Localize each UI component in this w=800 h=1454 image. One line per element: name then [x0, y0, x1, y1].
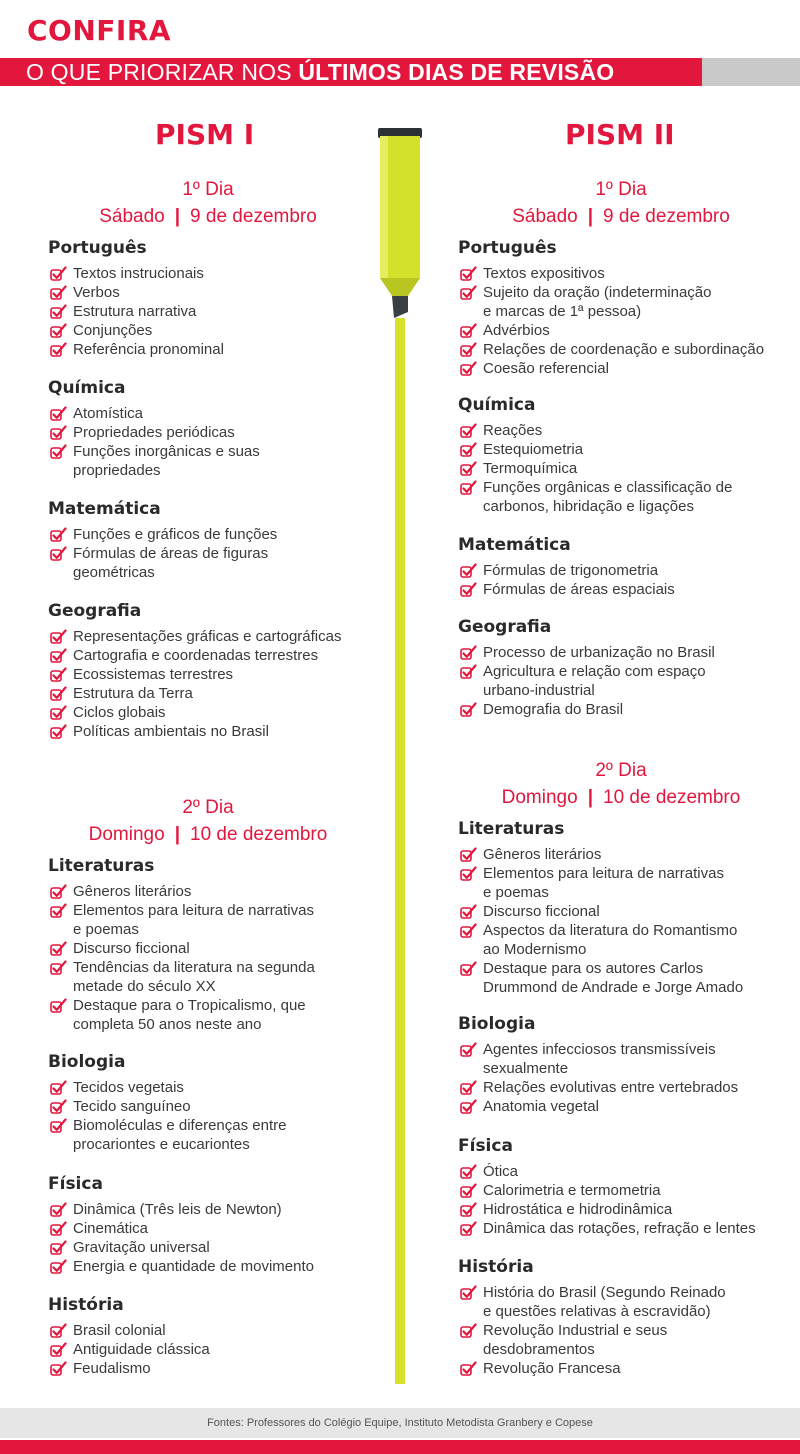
list-item	[48, 264, 224, 283]
day-label: 1º Dia	[182, 179, 234, 200]
check-icon	[460, 847, 477, 862]
list-item-text: Calorimetria e termometria	[483, 1182, 661, 1199]
check-icon	[50, 998, 67, 1013]
subject-list	[458, 421, 732, 516]
check-icon	[50, 686, 67, 701]
list-item-text: ao Modernismo	[483, 941, 587, 958]
check-icon	[460, 1042, 477, 1057]
list-item	[458, 940, 743, 959]
check-icon	[460, 1285, 477, 1300]
subject-heading: Geografia	[458, 617, 552, 637]
check-icon	[460, 480, 477, 495]
list-item-text: Ótica	[483, 1163, 519, 1180]
subject-heading: Matemática	[48, 499, 161, 519]
day-date-text: 10 de dezembro	[190, 824, 328, 845]
subject-heading: Literaturas	[458, 819, 565, 839]
check-icon	[50, 1323, 67, 1338]
list-item	[48, 1321, 210, 1340]
check-icon	[50, 648, 67, 663]
list-item	[48, 442, 260, 461]
check-icon	[460, 1099, 477, 1114]
list-item-text: Anatomia vegetal	[483, 1098, 599, 1115]
check-icon	[50, 1202, 67, 1217]
list-item	[48, 996, 315, 1015]
list-item	[458, 643, 715, 662]
list-item-text: Relações evolutivas entre vertebrados	[483, 1079, 739, 1096]
list-item-text: Agricultura e relação com espaço	[483, 663, 706, 680]
list-item	[48, 340, 224, 359]
list-item	[458, 561, 675, 580]
list-item-text: Atomística	[73, 405, 144, 422]
day-date	[476, 784, 766, 811]
list-item	[48, 1015, 315, 1034]
list-item-text: desdobramentos	[483, 1341, 595, 1358]
subject-heading: Português	[458, 238, 557, 258]
check-icon	[50, 323, 67, 338]
highlighter-tip-icon	[392, 296, 408, 318]
check-icon	[460, 266, 477, 281]
list-item	[458, 359, 764, 378]
list-item-text: Fórmulas de trigonometria	[483, 562, 659, 579]
list-item	[48, 404, 260, 423]
list-item	[48, 920, 315, 939]
day-weekday: Sábado	[99, 206, 165, 227]
list-item-text: Revolução Francesa	[483, 1360, 621, 1377]
day-weekday: Sábado	[512, 206, 578, 227]
subject-heading: Química	[48, 378, 126, 398]
list-item-text: urbano-industrial	[483, 682, 595, 699]
subject-heading: História	[458, 1257, 534, 1277]
check-icon	[460, 1221, 477, 1236]
check-icon	[50, 960, 67, 975]
list-item-text: metade do século XX	[73, 978, 216, 995]
list-item	[48, 1359, 210, 1378]
list-item-text: geométricas	[73, 564, 155, 581]
check-icon	[460, 1164, 477, 1179]
check-icon	[460, 702, 477, 717]
list-item	[458, 478, 732, 497]
highlighter-icon	[378, 128, 422, 1384]
check-icon	[460, 461, 477, 476]
list-item	[48, 321, 224, 340]
list-item	[48, 901, 315, 920]
list-item-text: Funções orgânicas e classificação de	[483, 479, 733, 496]
list-item-text: Ecossistemas terrestres	[73, 666, 234, 683]
list-item-text: Funções e gráficos de funções	[73, 526, 278, 543]
list-item	[48, 939, 315, 958]
list-item	[458, 700, 715, 719]
footer-accent-bar	[0, 1440, 800, 1454]
check-icon	[50, 285, 67, 300]
check-icon	[50, 406, 67, 421]
check-icon	[460, 563, 477, 578]
subject-list	[458, 1283, 726, 1378]
list-item	[458, 321, 764, 340]
list-item-text: Estrutura da Terra	[73, 685, 193, 702]
subject-list	[458, 561, 675, 599]
list-item	[458, 421, 732, 440]
list-item	[458, 978, 743, 997]
list-item-text: e questões relativas à escravidão)	[483, 1303, 711, 1320]
list-item	[458, 959, 743, 978]
pism-1-title: PISM I	[155, 118, 255, 151]
subject-list	[458, 264, 764, 378]
list-item-text: Relações de coordenação e subordinação	[483, 341, 765, 358]
day-weekday: Domingo	[501, 787, 578, 808]
check-icon	[50, 1342, 67, 1357]
list-item	[48, 544, 277, 563]
check-icon	[50, 304, 67, 319]
subject-list	[458, 1040, 738, 1116]
list-item-text: Textos expositivos	[483, 265, 605, 282]
subject-heading: Biologia	[458, 1014, 536, 1034]
subject-heading: História	[48, 1295, 124, 1315]
subject-list	[48, 264, 224, 359]
check-icon	[50, 546, 67, 561]
day-date-text: 10 de dezembro	[603, 787, 741, 808]
list-item-text: Verbos	[73, 284, 120, 301]
day-separator: |	[174, 824, 181, 845]
list-item-text: e poemas	[73, 921, 139, 938]
list-item	[48, 684, 341, 703]
check-icon	[50, 667, 67, 682]
list-item-text: História do Brasil (Segundo Reinado	[483, 1284, 726, 1301]
list-item-text: propriedades	[73, 462, 161, 479]
list-item-text: Cartografia e coordenadas terrestres	[73, 647, 319, 664]
list-item	[48, 423, 260, 442]
day-label: 1º Dia	[595, 179, 647, 200]
list-item	[48, 882, 315, 901]
list-item-text: Aspectos da literatura do Romantismo	[483, 922, 738, 939]
list-item	[48, 1238, 314, 1257]
list-item-text: Discurso ficcional	[73, 940, 190, 957]
list-item	[458, 1219, 756, 1238]
list-item	[48, 525, 277, 544]
list-item	[458, 1200, 756, 1219]
subtitle-bold: ÚLTIMOS DIAS DE REVISÃO	[298, 59, 615, 85]
list-item	[48, 627, 341, 646]
check-icon	[460, 342, 477, 357]
check-icon	[460, 866, 477, 881]
list-item	[48, 302, 224, 321]
subject-list	[48, 1321, 210, 1378]
check-icon	[50, 1099, 67, 1114]
check-icon	[460, 1183, 477, 1198]
check-icon	[460, 361, 477, 376]
list-item-text: Representações gráficas e cartográficas	[73, 628, 342, 645]
subject-list	[48, 1078, 286, 1154]
check-icon	[460, 961, 477, 976]
check-icon	[50, 903, 67, 918]
list-item-text: Destaque para o Tropicalismo, que	[73, 997, 306, 1014]
check-icon	[50, 266, 67, 281]
list-item-text: Destaque para os autores Carlos	[483, 960, 704, 977]
list-item	[458, 902, 743, 921]
subject-list	[458, 1162, 756, 1238]
subject-list	[48, 525, 277, 582]
check-icon	[50, 444, 67, 459]
list-item	[458, 921, 743, 940]
list-item-text: Antiguidade clássica	[73, 1341, 210, 1358]
list-item	[48, 1097, 286, 1116]
list-item-text: carbonos, hibridação e ligações	[483, 498, 694, 515]
subject-heading: Química	[458, 395, 536, 415]
list-item	[48, 646, 341, 665]
day-label: 2º Dia	[595, 760, 647, 781]
list-item	[458, 497, 732, 516]
list-item	[48, 1135, 286, 1154]
check-icon	[460, 285, 477, 300]
day-date-text: 9 de dezembro	[603, 206, 730, 227]
day-date	[476, 203, 766, 230]
list-item-text: Estequiometria	[483, 441, 584, 458]
list-item-text: Políticas ambientais no Brasil	[73, 723, 269, 740]
subject-heading: Português	[48, 238, 147, 258]
list-item	[458, 1283, 726, 1302]
check-icon	[460, 904, 477, 919]
list-item	[48, 1340, 210, 1359]
check-icon	[460, 645, 477, 660]
list-item	[458, 1302, 726, 1321]
list-item-text: Termoquímica	[483, 460, 578, 477]
list-item-text: Textos instrucionais	[73, 265, 204, 282]
list-item	[458, 1340, 726, 1359]
sources-footer: Fontes: Professores do Colégio Equipe, Instituto Metodista Granbery e Copese	[0, 1408, 800, 1438]
list-item-text: e marcas de 1ª pessoa)	[483, 303, 642, 320]
pism-1-day-2	[48, 794, 368, 848]
check-icon	[460, 1361, 477, 1376]
list-item	[458, 283, 764, 302]
list-item	[458, 1181, 756, 1200]
day-separator: |	[587, 787, 594, 808]
list-item-text: Biomoléculas e diferenças entre	[73, 1117, 287, 1134]
list-item-text: Tendências da literatura na segunda	[73, 959, 315, 976]
list-item	[458, 302, 764, 321]
check-icon	[460, 1080, 477, 1095]
check-icon	[50, 342, 67, 357]
check-icon	[460, 582, 477, 597]
list-item-text: Sujeito da oração (indeterminação	[483, 284, 712, 301]
list-item-text: Tecidos vegetais	[73, 1079, 184, 1096]
check-icon	[50, 1361, 67, 1376]
subject-heading: Biologia	[48, 1052, 126, 1072]
list-item	[48, 722, 341, 741]
list-item	[458, 845, 743, 864]
list-item-text: Tecido sanguíneo	[73, 1098, 191, 1115]
list-item	[48, 461, 260, 480]
list-item	[458, 681, 715, 700]
list-item-text: Revolução Industrial e seus	[483, 1322, 668, 1339]
check-icon	[50, 941, 67, 956]
list-item-text: Energia e quantidade de movimento	[73, 1258, 314, 1275]
subject-heading: Geografia	[48, 601, 142, 621]
check-icon	[460, 664, 477, 679]
pism-2-day-2	[476, 757, 766, 811]
list-item-text: Hidrostática e hidrodinâmica	[483, 1201, 673, 1218]
list-item-text: Demografia do Brasil	[483, 701, 624, 718]
list-item-text: Drummond de Andrade e Jorge Amado	[483, 979, 744, 996]
list-item-text: Ciclos globais	[73, 704, 166, 721]
day-date	[48, 203, 368, 230]
list-item	[458, 440, 732, 459]
page-title: CONFIRA	[27, 14, 172, 47]
list-item	[48, 977, 315, 996]
check-icon	[50, 527, 67, 542]
list-item	[458, 1359, 726, 1378]
list-item-text: Cinemática	[73, 1220, 149, 1237]
subtitle-banner-text	[0, 58, 702, 86]
check-icon	[50, 1118, 67, 1133]
list-item	[458, 662, 715, 681]
check-icon	[460, 1202, 477, 1217]
list-item-text: Elementos para leitura de narrativas	[483, 865, 724, 882]
day-date	[48, 821, 368, 848]
list-item	[48, 958, 315, 977]
list-item	[48, 1078, 286, 1097]
list-item-text: sexualmente	[483, 1060, 569, 1077]
check-icon	[460, 923, 477, 938]
list-item	[458, 1059, 738, 1078]
list-item-text: Funções inorgânicas e suas	[73, 443, 260, 460]
check-icon	[460, 442, 477, 457]
day-label: 2º Dia	[182, 797, 234, 818]
list-item-text: Gravitação universal	[73, 1239, 210, 1256]
subject-list	[458, 845, 743, 997]
list-item-text: Coesão referencial	[483, 360, 609, 377]
subject-heading: Matemática	[458, 535, 571, 555]
list-item	[458, 1321, 726, 1340]
list-item-text: Elementos para leitura de narrativas	[73, 902, 314, 919]
subject-list	[48, 627, 341, 741]
list-item	[48, 1257, 314, 1276]
list-item	[48, 1219, 314, 1238]
subtitle-banner	[0, 58, 800, 86]
list-item-text: Brasil colonial	[73, 1322, 166, 1339]
list-item	[458, 864, 743, 883]
list-item	[48, 1200, 314, 1219]
list-item-text: Dinâmica (Três leis de Newton)	[73, 1201, 282, 1218]
list-item	[458, 580, 675, 599]
list-item-text: Gêneros literários	[73, 883, 192, 900]
subject-heading: Física	[48, 1174, 103, 1194]
day-weekday: Domingo	[88, 824, 165, 845]
list-item-text: Processo de urbanização no Brasil	[483, 644, 715, 661]
list-item	[458, 883, 743, 902]
list-item	[48, 1116, 286, 1135]
list-item	[458, 459, 732, 478]
list-item-text: Gêneros literários	[483, 846, 602, 863]
check-icon	[50, 1240, 67, 1255]
list-item	[458, 1078, 738, 1097]
check-icon	[50, 884, 67, 899]
list-item-text: Estrutura narrativa	[73, 303, 197, 320]
check-icon	[50, 724, 67, 739]
list-item	[458, 1097, 738, 1116]
list-item	[458, 264, 764, 283]
subject-list	[48, 882, 315, 1034]
check-icon	[50, 1080, 67, 1095]
list-item	[48, 665, 341, 684]
list-item	[458, 340, 764, 359]
pism-1-day-1	[48, 176, 368, 230]
list-item-text: Feudalismo	[73, 1360, 151, 1377]
list-item	[458, 1162, 756, 1181]
check-icon	[50, 1259, 67, 1274]
list-item	[48, 563, 277, 582]
pism-2-day-1	[476, 176, 766, 230]
list-item-text: Reações	[483, 422, 543, 439]
check-icon	[460, 323, 477, 338]
highlighter-shine-icon	[380, 136, 388, 278]
list-item-text: e poemas	[483, 884, 549, 901]
subject-list	[48, 1200, 314, 1276]
subject-heading: Literaturas	[48, 856, 155, 876]
list-item-text: Fórmulas de áreas de figuras	[73, 545, 269, 562]
subject-heading: Física	[458, 1136, 513, 1156]
check-icon	[50, 705, 67, 720]
check-icon	[460, 1323, 477, 1338]
list-item-text: Propriedades periódicas	[73, 424, 235, 441]
list-item-text: Dinâmica das rotações, refração e lentes	[483, 1220, 756, 1237]
list-item-text: Discurso ficcional	[483, 903, 600, 920]
list-item	[48, 283, 224, 302]
pism-2-title: PISM II	[565, 118, 675, 151]
list-item-text: Conjunções	[73, 322, 153, 339]
check-icon	[50, 425, 67, 440]
day-separator: |	[174, 206, 181, 227]
list-item-text: procariontes e eucariontes	[73, 1136, 250, 1153]
check-icon	[50, 629, 67, 644]
list-item-text: Referência pronominal	[73, 341, 224, 358]
list-item-text: Fórmulas de áreas espaciais	[483, 581, 675, 598]
highlighter-line-icon	[395, 318, 405, 1384]
subject-list	[48, 404, 260, 480]
subject-list	[458, 643, 715, 719]
day-date-text: 9 de dezembro	[190, 206, 317, 227]
check-icon	[460, 423, 477, 438]
highlighter-neck-icon	[380, 278, 420, 296]
check-icon	[50, 1221, 67, 1236]
list-item	[48, 703, 341, 722]
list-item-text: Agentes infecciosos transmissíveis	[483, 1041, 716, 1058]
list-item-text: Advérbios	[483, 322, 550, 339]
day-separator: |	[587, 206, 594, 227]
list-item	[458, 1040, 738, 1059]
subtitle-regular: O QUE PRIORIZAR NOS	[26, 59, 299, 85]
list-item-text: completa 50 anos neste ano	[73, 1016, 262, 1033]
